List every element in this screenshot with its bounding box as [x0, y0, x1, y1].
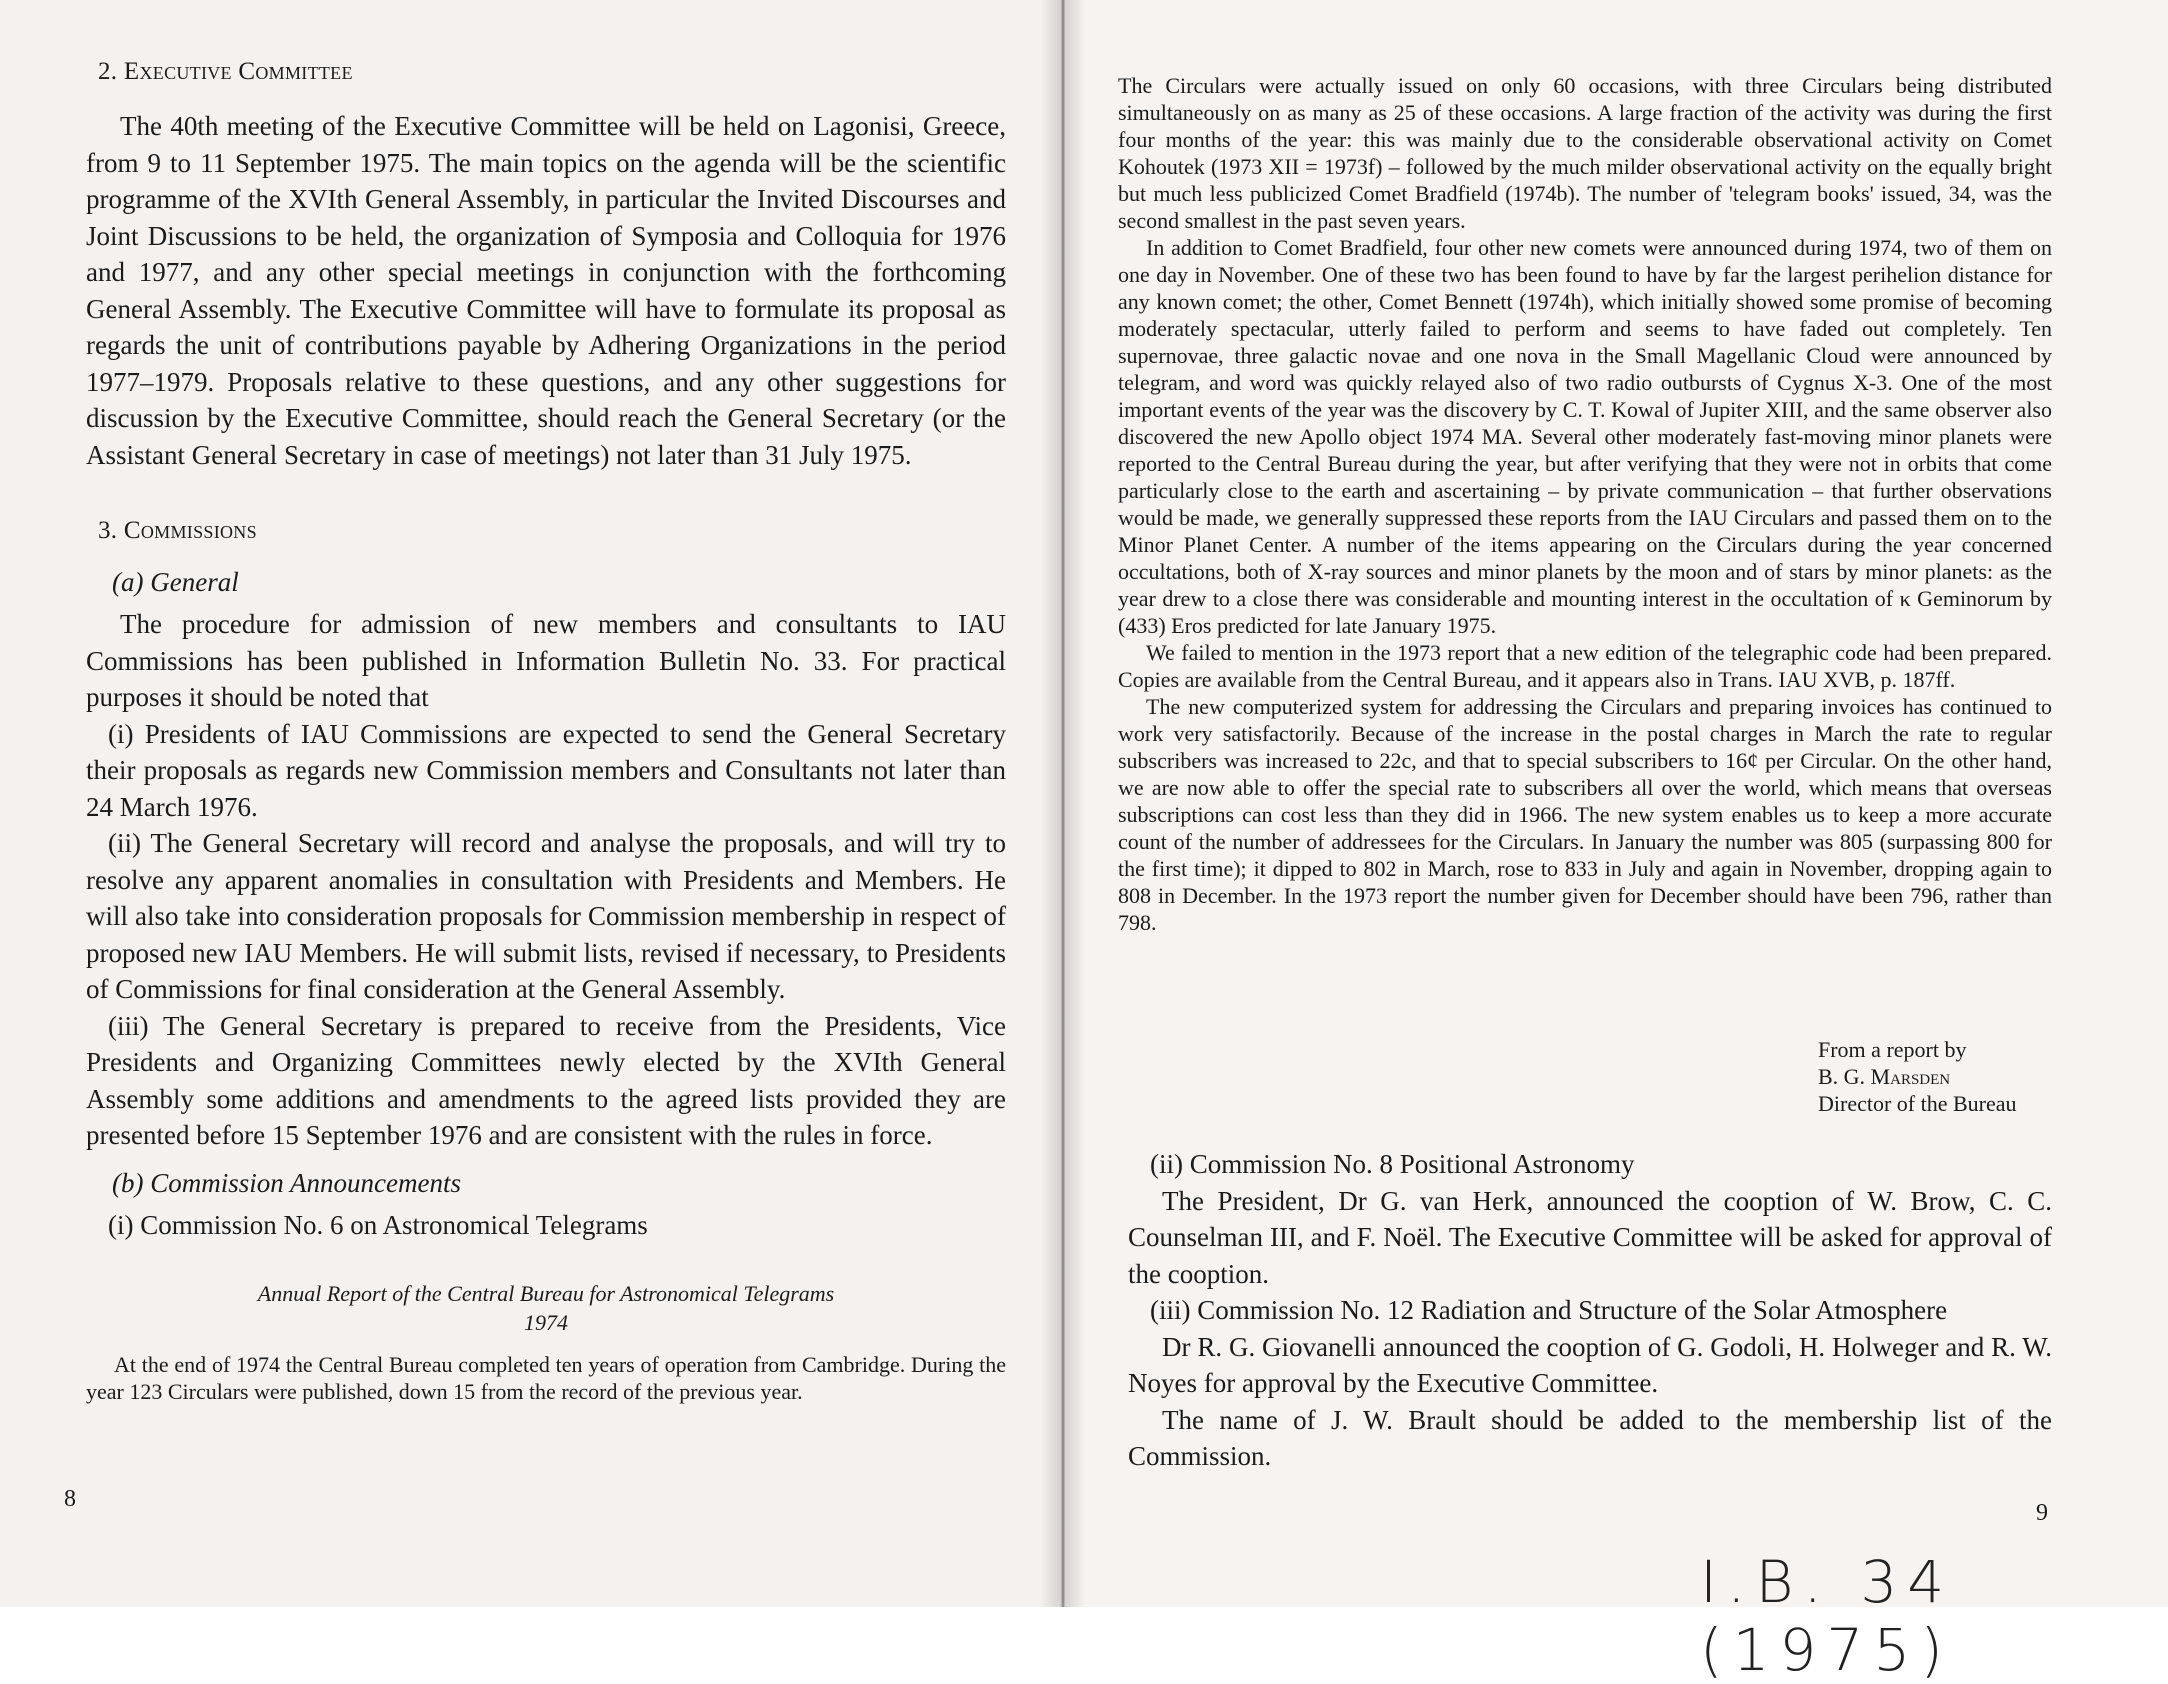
report-paragraph-4: We failed to mention in the 1973 report that a new edition of the telegraphic code had been prepared. Copies are available from the Central Bureau, and it appears also in Trans. IAU XVB, p. 187ff. — [1118, 640, 2052, 692]
commission-12-paragraph: Dr R. G. Giovanelli announced the cooption of G. Godoli, H. Holweger and R. W. Noyes for approval by the Executive Committee. — [1128, 1331, 2052, 1398]
list-item-iii: (iii) The General Secretary is prepared to receive from the Presidents, Vice Presidents and Organizing Committees newly elected by the XVIth General Assembly some additions and amendments to the agreed lists provided they are presented before 15 September 1976 and are consistent with the rules in force. — [86, 1010, 1006, 1150]
commission-12-paragraph-2: The name of J. W. Brault should be added to the membership list of the Commission. — [1128, 1404, 2052, 1471]
signature-line-1: From a report by — [1818, 1037, 1967, 1062]
right-column — [1118, 72, 2052, 936]
signature-title: Director of the Bureau — [1818, 1091, 2017, 1116]
commission-12-heading: (iii) Commission No. 12 Radiation and Structure of the Solar Atmosphere — [1150, 1295, 1948, 1325]
list-item-ii: (ii) The General Secretary will record and analyse the proposals, and will try to resolve any apparent anomalies in consultation with Presidents and Members. He will also take into consideration proposals for Commission membership in respect of proposed new IAU Members. He will submit lists, revised if necessary, to Presidents of Commissions for final consideration at the General Assembly. — [86, 828, 1006, 1004]
right-lower-section — [1128, 1146, 2052, 1475]
report-signature — [1818, 1036, 2017, 1117]
section-heading-commissions: 3. Commissions — [98, 517, 257, 544]
subheading-general: (a) General — [112, 567, 239, 597]
list-item-i: (i) Presidents of IAU Commissions are expected to send the General Secretary their proposals as regards new Commission members and Consultants not later than 24 March 1976. — [86, 718, 1006, 822]
report-title-line1: Annual Report of the Central Bureau for Astronomical Telegrams — [257, 1281, 835, 1306]
page-number-left: 8 — [64, 1486, 76, 1512]
report-paragraph-5: The new computerized system for addressing the Circulars and preparing invoices has continued to work very satisfactorily. Because of the increase in the postal charges in March the rate to regular subscribers was increased to 22c, and that to special subscribers to 16¢ per Circular. On the other hand, we are now able to offer the special rate to subscribers all over the world, which means that overseas subscriptions can cost less than they did in 1966. The new system enables us to keep a more accurate count of the number of addressees for the Circulars. In January the number was 805 (surpassing 800 for the first time); it dipped to 802 in March, rose to 833 in July and again in November, dropping again to 808 in December. In the 1973 report the number given for December should have been 796, rather than 798. — [1118, 694, 2052, 935]
executive-committee-paragraph: The 40th meeting of the Executive Committee will be held on Lagonisi, Greece, from 9 to 11 September 1975. The main topics on the agenda will be the scientific programme of the XVIth General Assembly, in particular the Invited Discourses and Joint Discussions to be held, the organization of Symposia and Colloquia for 1976 and 1977, and any other special meetings in conjunction with the forthcoming General Assembly. The Executive Committee will have to formulate its proposal as regards the unit of contributions payable by Adhering Organizations in the period 1977–1979. Proposals relative to these questions, and any other suggestions for discussion by the Executive Committee, should reach the General Secretary (or the Assistant General Secretary in case of meetings) not later than 31 July 1975. — [86, 111, 1006, 470]
subheading-commission-announcements: (b) Commission Announcements — [112, 1167, 461, 1198]
page-number-right: 9 — [2036, 1500, 2048, 1526]
commission-6-heading: (i) Commission No. 6 on Astronomical Telegrams — [108, 1209, 648, 1240]
left-column — [86, 58, 1006, 1405]
report-title — [86, 1279, 1006, 1337]
section-heading-executive-committee: 2. Executive Committee — [98, 58, 353, 85]
report-paragraph-2: The Circulars were actually issued on only 60 occasions, with three Circulars being distributed simultaneously on as many as 25 of these occasions. A large fraction of the activity was during the first four months of the year: this was mainly due to the considerable observational activity on Comet Kohoutek (1973 XII = 1973f) – followed by the much milder observational activity on the equally bright but much less publicized Comet Bradfield (1974b). The number of 'telegram books' issued, 34, was the second smallest in the past seven years. — [1118, 73, 2052, 233]
handwritten-note: I.B. 34 (1975) — [1700, 1548, 1955, 1684]
commission-8-paragraph: The President, Dr G. van Herk, announced the cooption of W. Brow, C. C. Counselman III, and F. Noël. The Executive Committee will be asked for approval of the cooption. — [1128, 1185, 2052, 1289]
report-paragraph-1: At the end of 1974 the Central Bureau completed ten years of operation from Cambridge. During the year 123 Circulars were published, down 15 from the record of the previous year. — [86, 1352, 1006, 1404]
book-gutter — [1040, 0, 1086, 1607]
report-title-year: 1974 — [524, 1310, 568, 1335]
general-paragraph: The procedure for admission of new members and consultants to IAU Commissions has been published in Information Bulletin No. 33. For practical purposes it should be noted that — [86, 609, 1006, 712]
signature-name: B. G. Marsden — [1818, 1064, 1951, 1089]
report-paragraph-3: In addition to Comet Bradfield, four other new comets were announced during 1974, two of them on one day in November. One of these two has been found to have by far the largest perihelion distance for any known comet; the other, Comet Bennett (1974h), which initially showed some promise of becoming moderately spectacular, utterly failed to perform and seems to have faded out completely. Ten supernovae, three galactic novae and one nova in the Small Magellanic Cloud were announced by telegram, and word was quickly relayed also of two radio outbursts of Cygnus X-3. One of the most important events of the year was the discovery by C. T. Kowal of Jupiter XIII, and the same observer also discovered the new Apollo object 1974 MA. Several other moderately fast-moving minor planets were reported to the Central Bureau during the year, but after verifying that they were not in orbits that come particularly close to the earth and ascertaining – by private communication – that further observations would be made, we generally suppressed these reports from the IAU Circulars and passed them on to the Minor Planet Center. A number of the items appearing on the Circulars during the year concerned occultations, both of X-ray sources and minor planets by the moon and of stars by minor planets: as the year drew to a close there was considerable and mounting interest in the occultation of κ Geminorum by (433) Eros predicted for late January 1975. — [1118, 235, 2052, 638]
commission-8-heading: (ii) Commission No. 8 Positional Astronomy — [1150, 1149, 1635, 1179]
